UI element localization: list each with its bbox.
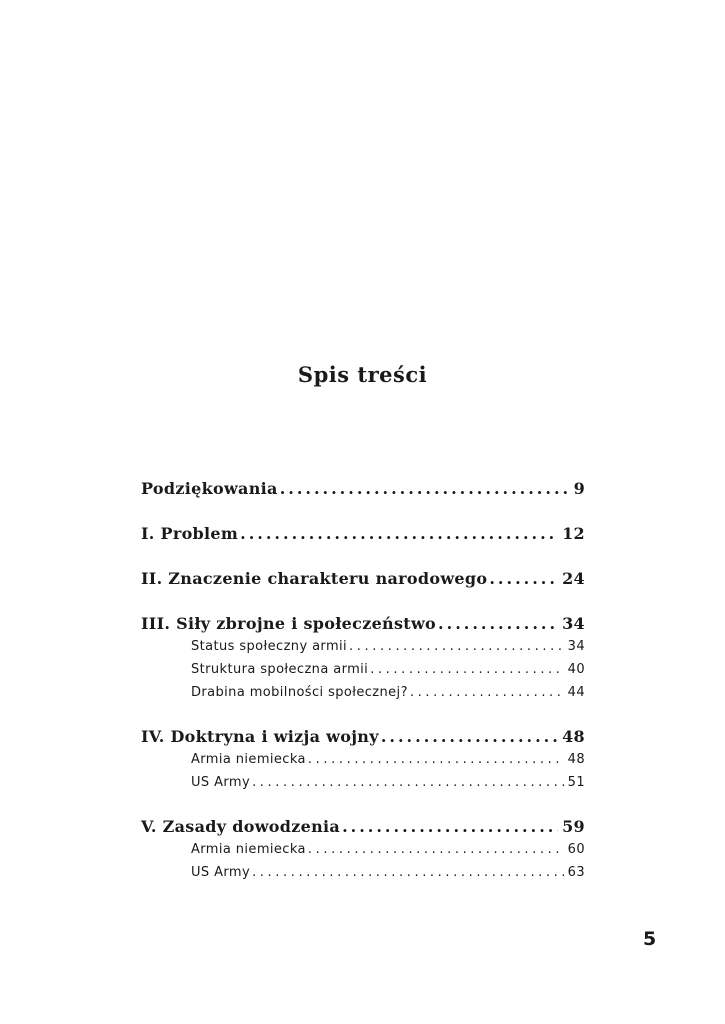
toc-entry bbox=[141, 613, 585, 635]
toc-subentry-label: Struktura społeczna armii bbox=[191, 662, 369, 677]
leader-dots bbox=[308, 838, 564, 861]
toc-subentry bbox=[191, 681, 585, 704]
toc-subentry bbox=[191, 658, 585, 681]
toc-entry-page: 34 bbox=[562, 614, 585, 633]
toc-chapter bbox=[141, 568, 585, 590]
toc-subentry-label: US Army bbox=[191, 775, 251, 790]
toc-subentry bbox=[191, 861, 585, 884]
toc-entry bbox=[141, 523, 585, 545]
toc-subentry bbox=[191, 838, 585, 861]
leader-dots bbox=[342, 816, 558, 838]
leader-dots bbox=[252, 861, 564, 884]
toc-entry bbox=[141, 726, 585, 748]
leader-dots bbox=[370, 658, 563, 681]
toc-entry-label: I. Problem bbox=[141, 524, 239, 543]
table-of-contents bbox=[141, 478, 585, 906]
leader-dots bbox=[410, 681, 564, 704]
toc-subentry-label: Drabina mobilności społecznej? bbox=[191, 685, 408, 700]
toc-subentry-label: Status społeczny armii bbox=[191, 639, 348, 654]
page-title: Spis treści bbox=[297, 362, 428, 387]
toc-entry-page: 59 bbox=[562, 817, 585, 836]
toc-entry bbox=[141, 568, 585, 590]
toc-chapter bbox=[141, 523, 585, 545]
leader-dots bbox=[381, 726, 558, 748]
toc-entry-page: 9 bbox=[573, 479, 585, 498]
leader-dots bbox=[240, 523, 558, 545]
leader-dots bbox=[280, 478, 570, 500]
toc-chapter bbox=[141, 816, 585, 884]
leader-dots bbox=[438, 613, 558, 635]
toc-subentry-page: 63 bbox=[567, 865, 585, 880]
toc-subentry bbox=[191, 635, 585, 658]
toc-entry-label: II. Znaczenie charakteru narodowego bbox=[141, 569, 488, 588]
toc-subentry-label: Armia niemiecka bbox=[191, 752, 306, 767]
toc-subentry-page: 60 bbox=[567, 842, 585, 857]
toc-entry bbox=[141, 816, 585, 838]
toc-entry-label: V. Zasady dowodzenia bbox=[141, 817, 341, 836]
toc-subentry-label: Armia niemiecka bbox=[191, 842, 306, 857]
page-number: 5 bbox=[643, 928, 657, 950]
leader-dots bbox=[489, 568, 558, 590]
leader-dots bbox=[349, 635, 564, 658]
leader-dots bbox=[308, 748, 564, 771]
toc-chapter bbox=[141, 726, 585, 794]
toc-entry-label: III. Siły zbrojne i społeczeństwo bbox=[141, 614, 437, 633]
toc-subentry-label: US Army bbox=[191, 865, 251, 880]
leader-dots bbox=[252, 771, 564, 794]
toc-entry bbox=[141, 478, 585, 500]
toc-chapter bbox=[141, 613, 585, 704]
toc-subentry-page: 40 bbox=[567, 662, 585, 677]
toc-entry-label: IV. Doktryna i wizja wojny bbox=[141, 727, 379, 746]
toc-chapter bbox=[141, 478, 585, 500]
toc-subentry-page: 48 bbox=[567, 752, 585, 767]
toc-entry-page: 48 bbox=[562, 727, 585, 746]
toc-entry-page: 12 bbox=[562, 524, 585, 543]
toc-subentry bbox=[191, 771, 585, 794]
toc-subentry-page: 51 bbox=[567, 775, 585, 790]
toc-subentry bbox=[191, 748, 585, 771]
toc-subentry-page: 44 bbox=[567, 685, 585, 700]
toc-subentry-page: 34 bbox=[567, 639, 585, 654]
toc-entry-page: 24 bbox=[562, 569, 585, 588]
toc-entry-label: Podziękowania bbox=[141, 479, 278, 498]
